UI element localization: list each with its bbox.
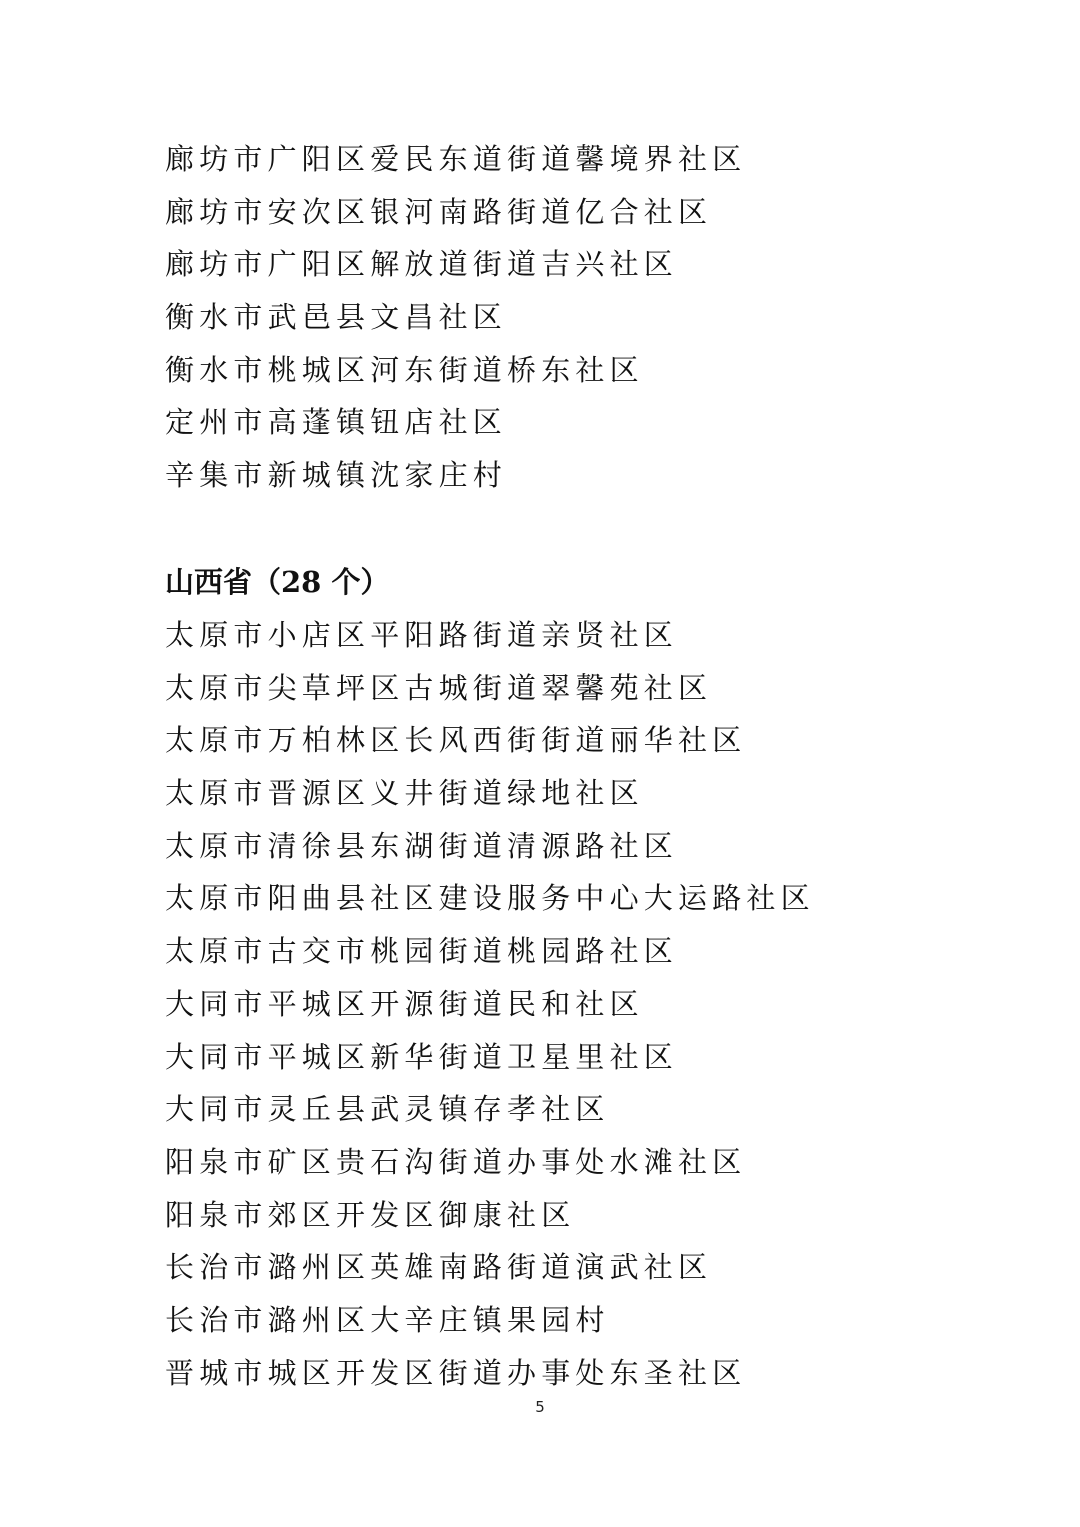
list-item: 太原市尖草坪区古城街道翠馨苑社区 <box>165 670 713 705</box>
list-item: 衡水市武邑县文昌社区 <box>165 300 508 335</box>
list-item: 大同市灵丘县武灵镇存孝社区 <box>165 1092 610 1127</box>
list-item: 太原市小店区平阳路街道亲贤社区 <box>165 618 679 652</box>
hebei-community-list <box>165 133 746 502</box>
list-item: 长治市潞州区大辛庄镇果园村 <box>165 1302 610 1337</box>
list-item: 太原市阳曲县社区建设服务中心大运路社区 <box>165 881 815 916</box>
list-item: 太原市古交市桃园街道桃园路社区 <box>165 934 679 969</box>
province-heading: 山西省（28 个） <box>165 565 390 599</box>
list-item: 太原市清徐县东湖街道清源路社区 <box>165 828 679 863</box>
list-item: 定州市高蓬镇钮店社区 <box>165 405 508 440</box>
shanxi-community-list <box>165 609 815 1399</box>
list-item: 廊坊市广阳区解放道街道吉兴社区 <box>165 247 679 282</box>
list-item: 大同市平城区新华街道卫星里社区 <box>165 1039 679 1074</box>
list-item: 辛集市新城镇沈家庄村 <box>165 458 508 493</box>
list-item: 廊坊市安次区银河南路街道亿合社区 <box>165 194 713 229</box>
list-item: 衡水市桃城区河东街道桥东社区 <box>165 352 644 387</box>
list-item: 太原市万柏林区长风西街街道丽华社区 <box>165 723 747 758</box>
list-item: 晋城市城区开发区街道办事处东圣社区 <box>165 1355 747 1390</box>
list-item: 阳泉市矿区贵石沟街道办事处水滩社区 <box>165 1144 747 1179</box>
list-item: 太原市晋源区义井街道绿地社区 <box>165 776 644 811</box>
list-item: 大同市平城区开源街道民和社区 <box>165 986 644 1021</box>
list-item: 阳泉市郊区开发区御康社区 <box>165 1197 576 1232</box>
list-item: 长治市潞州区英雄南路街道演武社区 <box>165 1250 713 1285</box>
page-number: 5 <box>535 1398 545 1416</box>
list-item: 廊坊市广阳区爱民东道街道馨境界社区 <box>165 142 747 176</box>
